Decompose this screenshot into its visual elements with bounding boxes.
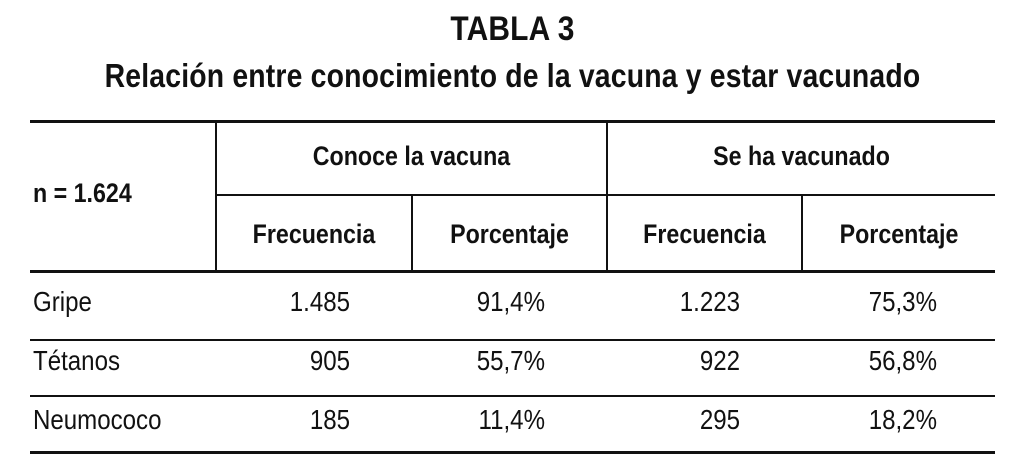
column-header: Frecuencia	[643, 219, 766, 249]
column-header: Porcentaje	[450, 219, 569, 249]
column-header: Frecuencia	[252, 219, 376, 249]
row-label: Tétanos	[33, 345, 121, 376]
column-header: Porcentaje	[839, 219, 959, 249]
table-cell: 185	[309, 404, 350, 435]
table-top-rule	[30, 120, 995, 123]
page-title: TABLA 3	[450, 10, 575, 48]
table-cell: 75,3%	[868, 286, 937, 317]
table-cell: 91,4%	[476, 286, 545, 317]
table-cell: 905	[309, 345, 350, 376]
sample-size-label: n = 1.624	[33, 178, 132, 208]
row-label: Gripe	[33, 286, 92, 317]
table-cell: 56,8%	[868, 345, 937, 376]
row-divider	[30, 395, 995, 397]
table-cell: 18,2%	[868, 404, 937, 435]
column-divider	[411, 195, 413, 272]
table-cell: 55,7%	[476, 345, 545, 376]
group-header: Conoce la vacuna	[312, 141, 511, 171]
column-divider	[215, 120, 217, 272]
header-bottom-rule	[30, 270, 995, 273]
table-cell: 11,4%	[478, 404, 545, 435]
table-cell: 1.223	[679, 286, 740, 317]
table-bottom-rule	[30, 451, 995, 454]
table-cell: 295	[699, 404, 740, 435]
row-divider	[30, 339, 995, 341]
table-cell: 1.485	[289, 286, 350, 317]
page-subtitle: Relación entre conocimiento de la vacuna y estar vacunado	[104, 57, 921, 94]
table-cell: 922	[699, 345, 740, 376]
row-label: Neumococo	[33, 404, 162, 435]
column-divider	[606, 120, 608, 272]
column-divider	[801, 195, 803, 272]
group-header: Se ha vacunado	[713, 141, 890, 171]
